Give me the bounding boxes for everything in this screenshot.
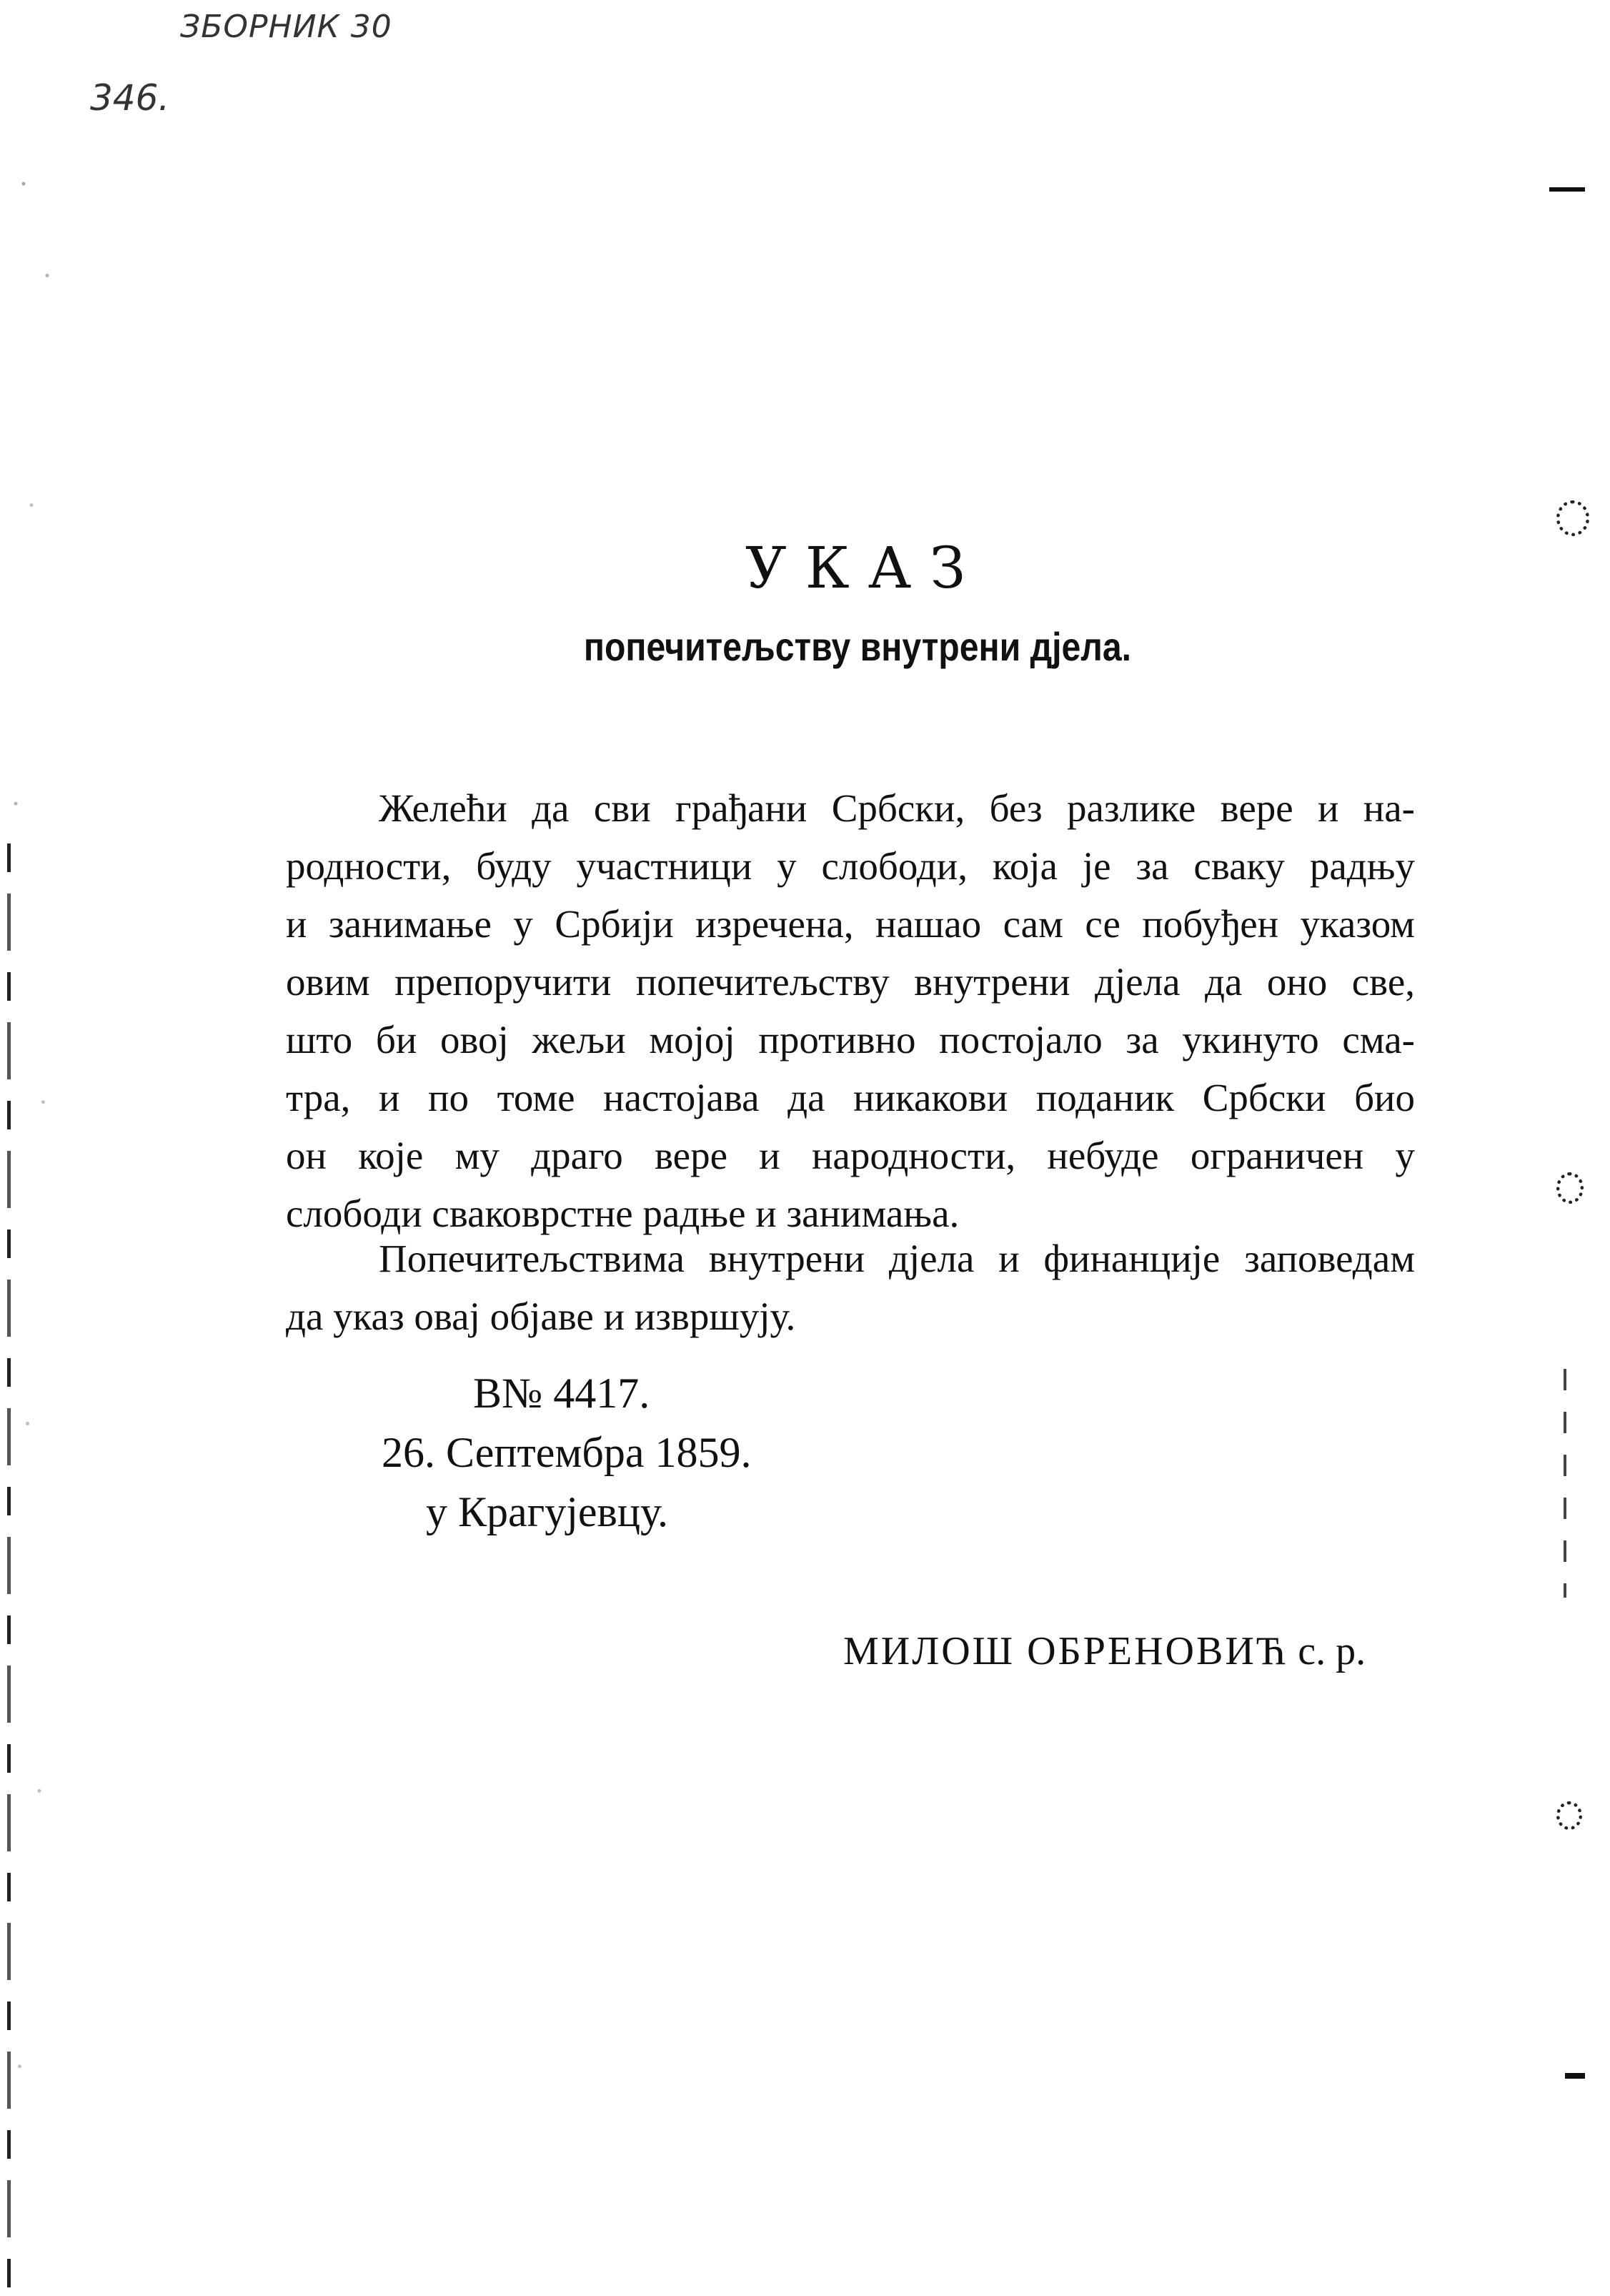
scan-margin-noise — [0, 0, 79, 2296]
scan-right-mark — [1564, 1369, 1566, 1598]
text-line: тра, и по томе настојава да никакови поданик Србски био — [286, 1076, 1415, 1119]
text-line: и занимање у Србији изречена, нашао сам се побуђен указом — [286, 902, 1415, 946]
text-line: Попечитељствима внутрени дјела и финанције заповедам — [379, 1237, 1415, 1280]
signature — [843, 1628, 1366, 1674]
handwritten-collection-note: ЗБОРНИК 30 — [180, 9, 392, 45]
decree-date: 26. Септембра 1859. — [382, 1429, 752, 1476]
paragraph-1 — [286, 779, 1415, 1242]
signature-suffix: с. р. — [1298, 1629, 1366, 1673]
text-line: он које му драго вере и народности, небуде ограничен у — [286, 1134, 1415, 1177]
scan-right-mark — [1565, 2073, 1585, 2079]
binding-hole-icon — [1556, 1172, 1584, 1204]
scan-left-edge — [7, 843, 11, 2295]
handwritten-page-number: 346. — [90, 77, 170, 119]
document-subtitle: попечитељству внутрени дјела. — [583, 624, 1132, 669]
text-line: родности, буду участници у слободи, која је за сваку радњу — [286, 844, 1415, 888]
document-title: УКАЗ — [745, 535, 985, 601]
text-line: слободи сваковрстне радње и занимања. — [286, 1192, 960, 1235]
scan-right-mark — [1549, 187, 1585, 192]
text-line: Желећи да сви грађани Србски, без разлике вере и на- — [379, 786, 1415, 830]
text-line: што би овој жељи мојој противно постојало за укинуто сма- — [286, 1018, 1415, 1062]
paragraph-2 — [286, 1229, 1415, 1345]
decree-place: у Крагујевцу. — [426, 1488, 668, 1535]
signature-name: МИЛОШ ОБРЕНОВИЋ — [843, 1629, 1288, 1673]
decree-number: В№ 4417. — [473, 1370, 650, 1417]
text-line: овим препоручити попечитељству внутрени дјела да оно све, — [286, 960, 1415, 1004]
binding-hole-icon — [1556, 1801, 1582, 1830]
text-line: да указ овај објаве и извршују. — [286, 1295, 796, 1338]
binding-hole-icon — [1556, 500, 1589, 536]
